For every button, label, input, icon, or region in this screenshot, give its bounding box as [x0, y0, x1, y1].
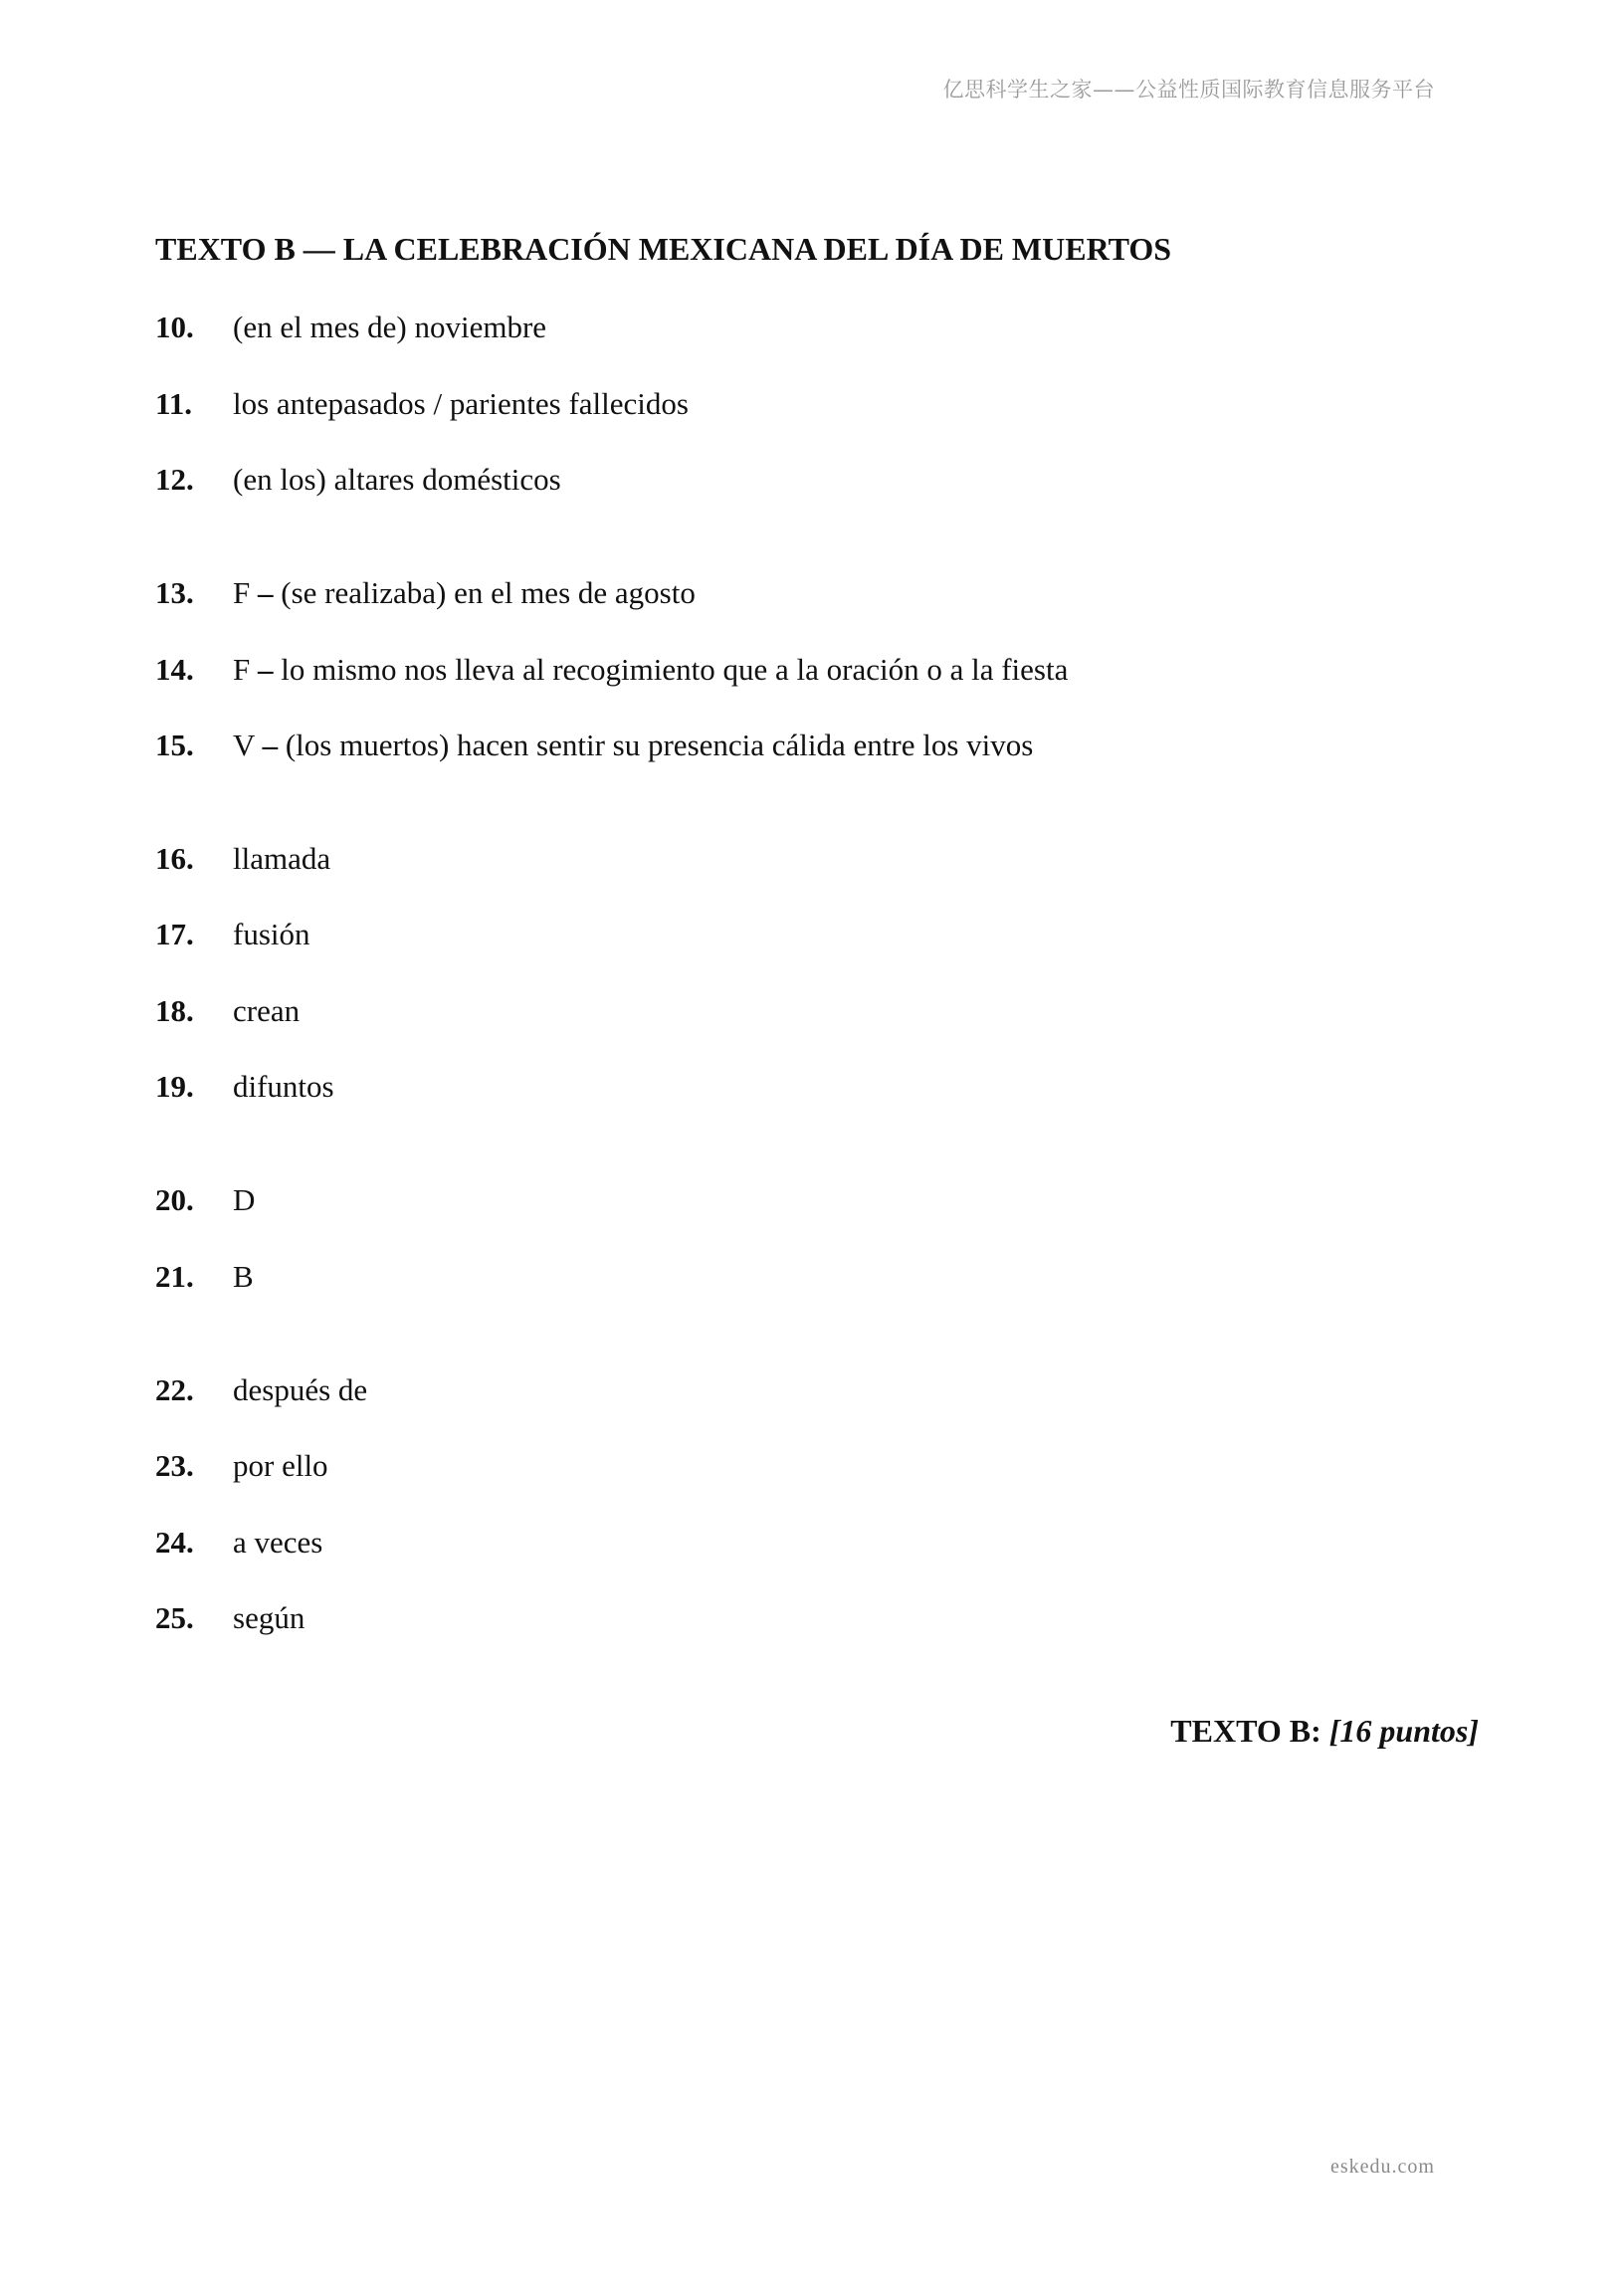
header-watermark-text: 亿思科学生之家——公益性质国际教育信息服务平台	[942, 78, 1435, 102]
answer-text: a veces	[233, 1525, 323, 1560]
section-title: TEXTO B — LA CELEBRACIÓN MEXICANA DEL DÍA DE MUERTOS	[155, 231, 1172, 267]
answer-dash: –	[258, 652, 274, 687]
score-label: TEXTO B:	[1170, 1713, 1321, 1749]
answer-item	[155, 919, 310, 949]
answer-item	[155, 1071, 334, 1102]
answer-item	[155, 730, 1033, 760]
answer-number: 24.	[155, 1525, 194, 1560]
answer-item	[155, 464, 561, 495]
answer-text: B	[233, 1259, 254, 1294]
answer-text: llamada	[233, 841, 331, 876]
answer-number: 19.	[155, 1069, 194, 1104]
true-false-mark: F	[233, 652, 251, 687]
answer-dash: –	[258, 575, 274, 610]
answer-item	[155, 1374, 367, 1405]
answer-number: 22.	[155, 1372, 194, 1407]
answer-text: (en el mes de) noviembre	[233, 310, 547, 344]
answer-text: crean	[233, 993, 301, 1028]
answer-text: (en los) altares domésticos	[233, 462, 561, 497]
answer-number: 15.	[155, 728, 194, 762]
answer-text: por ello	[233, 1448, 328, 1483]
answer-number: 18.	[155, 993, 194, 1028]
answer-number: 21.	[155, 1259, 194, 1294]
answer-number: 25.	[155, 1600, 194, 1635]
answer-item	[155, 1602, 304, 1633]
answer-number: 20.	[155, 1182, 194, 1217]
section-score	[1170, 1713, 1479, 1750]
answer-text: D	[233, 1182, 256, 1217]
answer-number: 12.	[155, 462, 194, 497]
answer-number: 10.	[155, 310, 194, 344]
answer-number: 13.	[155, 575, 194, 610]
answer-item	[155, 1261, 254, 1292]
answer-text: según	[233, 1600, 305, 1635]
answer-item	[155, 843, 330, 874]
answer-item	[155, 654, 1068, 685]
answer-number: 14.	[155, 652, 194, 687]
answer-item	[155, 1184, 255, 1215]
answer-text: lo mismo nos lleva al recogimiento que a la oración o a la fiesta	[281, 652, 1069, 687]
answer-text: (los muertos) hacen sentir su presencia cálida entre los vivos	[285, 728, 1034, 762]
answer-number: 16.	[155, 841, 194, 876]
answer-number: 11.	[155, 386, 193, 421]
answer-text: después de	[233, 1372, 368, 1407]
answer-dash: –	[262, 728, 279, 762]
true-false-mark: V	[233, 728, 255, 762]
answer-text: (se realizaba) en el mes de agosto	[281, 575, 696, 610]
answer-item	[155, 312, 546, 342]
answer-text: los antepasados / parientes fallecidos	[233, 386, 689, 421]
answer-text: difuntos	[233, 1069, 334, 1104]
answer-item	[155, 1450, 328, 1481]
answer-item	[155, 1527, 322, 1558]
footer-watermark-text: eskedu.com	[1330, 2156, 1435, 2178]
answer-item	[155, 995, 300, 1026]
answer-number: 23.	[155, 1448, 194, 1483]
answer-text: fusión	[233, 917, 310, 951]
true-false-mark: F	[233, 575, 251, 610]
score-points: [16 puntos]	[1328, 1713, 1479, 1749]
answer-number: 17.	[155, 917, 194, 951]
answer-item	[155, 388, 689, 419]
answer-item	[155, 577, 696, 608]
